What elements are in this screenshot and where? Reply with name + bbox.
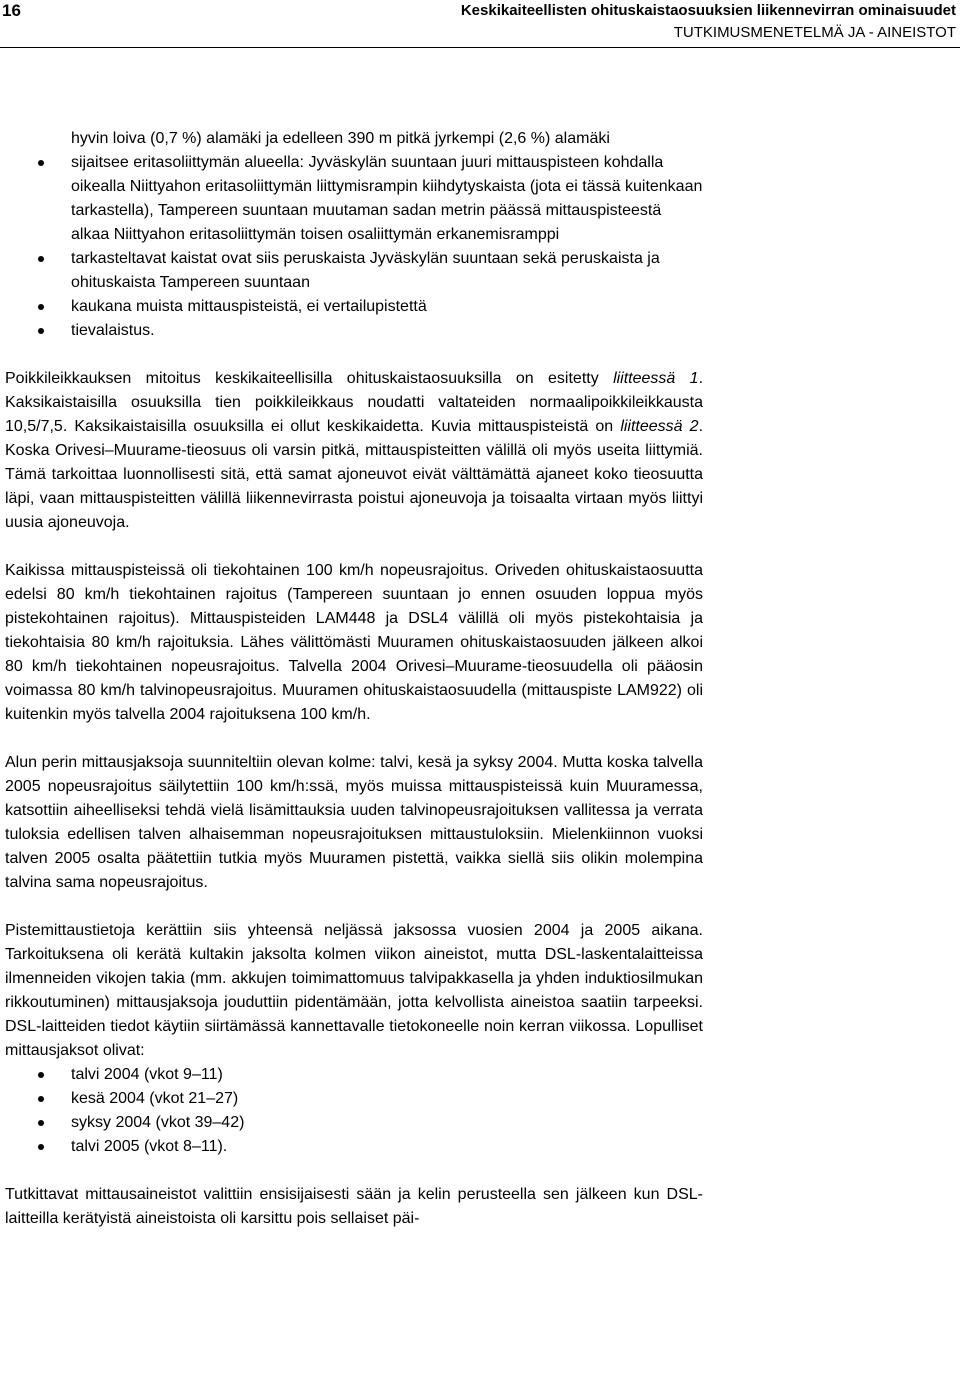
list-item: kesä 2004 (vkot 21–27) — [5, 1087, 703, 1111]
list-item: hyvin loiva (0,7 %) alamäki ja edelleen 390 m pitkä jyrkempi (2,6 %) alamäki — [71, 130, 610, 147]
list-item: tievalaistus. — [5, 319, 703, 343]
header-section-title: TUTKIMUSMENETELMÄ JA - AINEISTOT — [673, 24, 956, 41]
list-item: kaukana muista mittauspisteistä, ei vertailupistettä — [5, 295, 703, 319]
page-body — [5, 127, 703, 1231]
running-header — [136, 0, 956, 44]
measurement-periods-list — [5, 1063, 703, 1159]
list-item: talvi 2005 (vkot 8–11). — [5, 1135, 703, 1159]
paragraph-speed-limits: Kaikissa mittauspisteissä oli tiekohtainen 100 km/h nopeusrajoitus. Oriveden ohituskaistaosuutta edelsi 80 km/h tiekohtainen rajoitus (Tampereen suuntaan jo ennen osuuden loppua myös pistekohtainen rajoitus). Mittauspisteiden LAM448 ja DSL4 välillä oli myös pistekohtaisia ja tiekohtaisia 80 km/h rajoituksia. Lähes välittömästi Muuramen ohituskaistaosuuden jälkeen alkoi 80 km/h tiekohtainen nopeusrajoitus. Talvella 2004 Orivesi–Muurame-tieosuudella oli pääosin voimassa 80 km/h talvinopeusrajoitus. Muuramen ohituskaistaosuudella (mittauspiste LAM922) oli kuitenkin myös talvella 2004 rajoituksena 100 km/h. — [5, 562, 703, 723]
paragraph-data-collection: Pistemittaustietoja kerättiin siis yhteensä neljässä jaksossa vuosien 2004 ja 2005 aikana. Tarkoituksena oli kerätä kultakin jaksolta kolmen viikon aineistot, mutta DSL-laskentalaitteissa ilmenneiden vikojen takia (mm. akkujen toimimattomuus talvipakkasella ja yhden induktiosilmukan rikkoutuminen) mittausjaksoja jouduttiin pidentämään, jotta kelvollista aineistoa saatiin tarpeeksi. DSL-laitteiden tiedot käytiin siirtämässä kannettavalle tietokoneelle noin kerran viikossa. Lopulliset mittausjaksot olivat: — [5, 922, 703, 1059]
header-report-title: Keskikaiteellisten ohituskaistaosuuksien liikennevirran ominaisuudet — [460, 2, 956, 19]
header-divider — [0, 47, 960, 48]
site-characteristics-list — [5, 127, 703, 343]
paragraph-cross-section: Poikkileikkauksen mitoitus keskikaiteellisilla ohituskaistaosuuksilla on esitetty liitteessä 1. Kaksikaistaisilla osuuksilla tien poikkileikkaus noudatti valtateiden normaalipoikkileikkausta 10,5/7,5. Kaksikaistaisilla osuuksilla ei ollut keskikaidetta. Kuvia mittauspisteistä on liitteessä 2. Koska Orivesi–Muurame-tieosuus oli varsin pitkä, mittauspisteitten välillä oli myös useita liittymiä. Tämä tarkoittaa luonnollisesti sitä, että samat ajoneuvot eivät välttämättä ajaneet koko tieosuutta läpi, vaan mittauspisteitten välillä liikennevirrasta poistui ajoneuvoja ja toisaalta virtaan myös liittyi uusia ajoneuvoja. — [5, 370, 704, 531]
list-item: tarkasteltavat kaistat ovat siis peruskaista Jyväskylän suuntaan sekä peruskaista ja ohituskaista Tampereen suuntaan — [5, 247, 703, 295]
page-number: 16 — [2, 1, 21, 20]
appendix-1-reference: liitteessä 1 — [613, 370, 699, 387]
list-item: talvi 2004 (vkot 9–11) — [5, 1063, 703, 1087]
list-item: syksy 2004 (vkot 39–42) — [5, 1111, 703, 1135]
paragraph-measurement-periods: Alun perin mittausjaksoja suunniteltiin olevan kolme: talvi, kesä ja syksy 2004. Mutta koska talvella 2005 nopeusrajoitus säilytettiin 100 km/h:ssä, myös muissa mittauspisteissä kuin Muuramessa, katsottiin aiheelliseksi tehdä vielä lisämittauksia uuden talvinopeusrajoituksen vallitessa ja verrata tuloksia edellisen talven alhaisemman nopeusrajoituksen mittaustuloksiin. Mielenkiinnon vuoksi talven 2005 osalta päätettiin tutkia myös Muuramen pistettä, vaikka siellä siis olikin molempina talvina sama nopeusrajoitus. — [5, 754, 703, 891]
list-item: sijaitsee eritasoliittymän alueella: Jyväskylän suuntaan juuri mittauspisteen kohdalla oikealla Niittyahon eritasoliittymän liittymisrampin kiihdytyskaista (jota ei tässä kuitenkaan tarkastella), Tampereen suuntaan muutaman sadan metrin päässä mittauspisteestä alkaa Niittyahon eritasoliittymän toisen osaliittymän erkanemisramppi — [5, 151, 703, 247]
appendix-2-reference: liitteessä 2 — [620, 418, 699, 435]
paragraph-data-selection: Tutkittavat mittausaineistot valittiin ensisijaisesti sään ja kelin perusteella sen jälkeen kun DSL-laitteilla kerätyistä aineistoista oli karsittu pois sellaiset päi- — [5, 1186, 703, 1227]
